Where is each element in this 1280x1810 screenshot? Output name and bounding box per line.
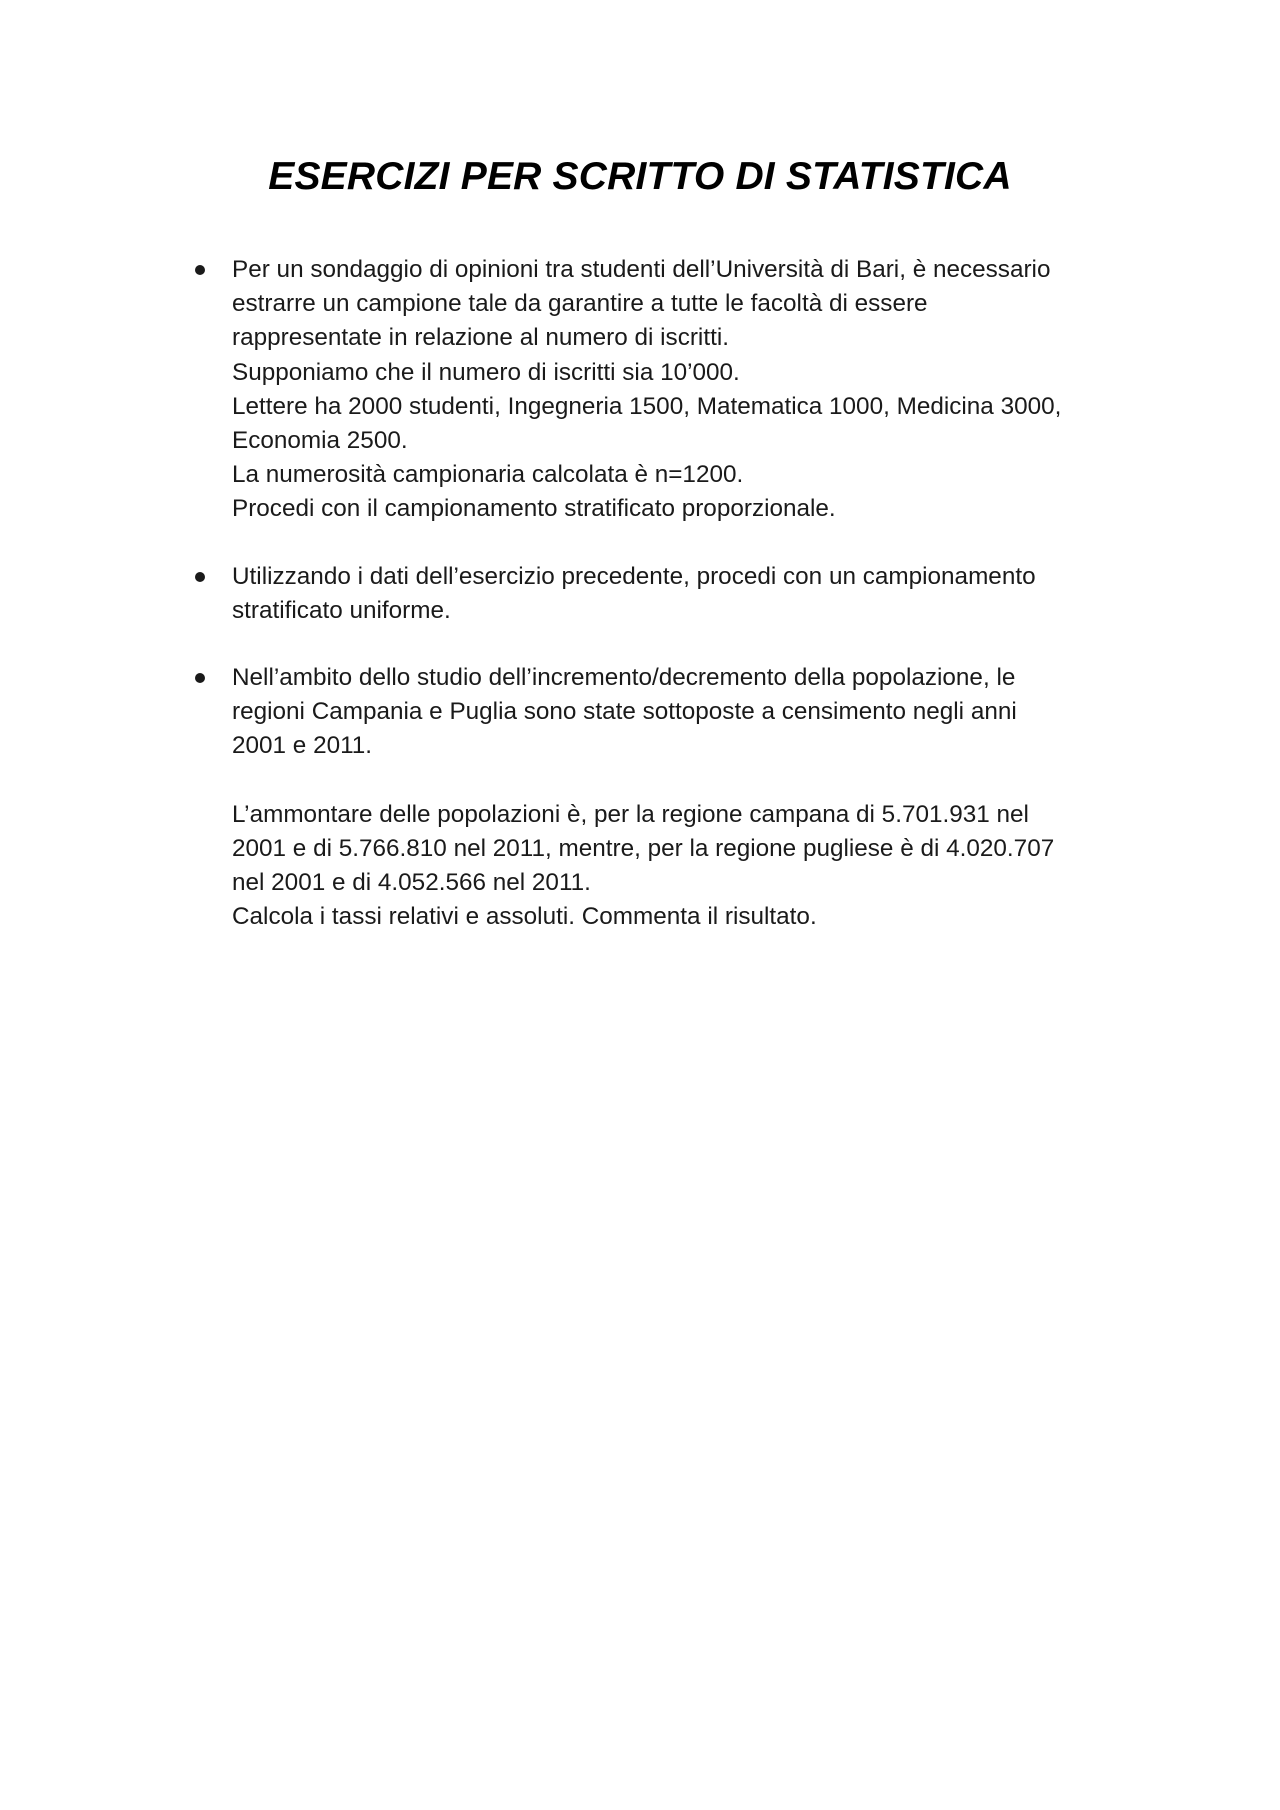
exercise-item (195, 560, 1145, 628)
document-title: ESERCIZI PER SCRITTO DI STATISTICA (268, 155, 1012, 198)
text-line: Lettere ha 2000 studenti, Ingegneria 1500, Matematica 1000, Medicina 3000, (232, 392, 1062, 420)
exercise-item (195, 253, 1145, 527)
text-line: 2001 e di 5.766.810 nel 2011, mentre, per la regione pugliese è di 4.020.707 (232, 834, 1055, 862)
text-line: Calcola i tassi relativi e assoluti. Commenta il risultato. (232, 903, 817, 931)
exercise-list (195, 253, 1145, 967)
exercise-paragraph (232, 798, 1145, 935)
text-line: Per un sondaggio di opinioni tra studenti dell’Università di Bari, è necessario (232, 256, 1051, 283)
text-line: Economia 2500. (232, 427, 408, 455)
exercise-item (195, 661, 1145, 934)
text-line: La numerosità campionaria calcolata è n=1200. (232, 461, 744, 489)
exercise-paragraph (232, 560, 1145, 628)
text-line: L’ammontare delle popolazioni è, per la regione campana di 5.701.931 nel (232, 800, 1029, 828)
bullet-icon (195, 265, 205, 275)
text-line: 2001 e 2011. (232, 732, 373, 760)
text-line: stratificato uniforme. (232, 596, 451, 624)
bullet-icon (195, 572, 205, 582)
text-line: regioni Campania e Puglia sono state sottoposte a censimento negli anni (232, 698, 1017, 726)
text-line: Nell’ambito dello studio dell’incremento/decremento della popolazione, le (232, 664, 1016, 692)
text-line: nel 2001 e di 4.052.566 nel 2011. (232, 869, 591, 897)
text-line: Procedi con il campionamento stratificato proporzionale. (232, 495, 836, 523)
exercise-paragraph (232, 661, 1145, 764)
text-line: rappresentate in relazione al numero di iscritti. (232, 324, 729, 352)
exercise-paragraph (232, 253, 1145, 527)
text-line: Supponiamo che il numero di iscritti sia 10’000. (232, 358, 740, 386)
text-line: Utilizzando i dati dell’esercizio precedente, procedi con un campionamento (232, 562, 1036, 590)
text-line: estrarre un campione tale da garantire a tutte le facoltà di essere (232, 290, 928, 318)
paragraph-gap (232, 764, 1145, 798)
bullet-icon (195, 673, 205, 683)
